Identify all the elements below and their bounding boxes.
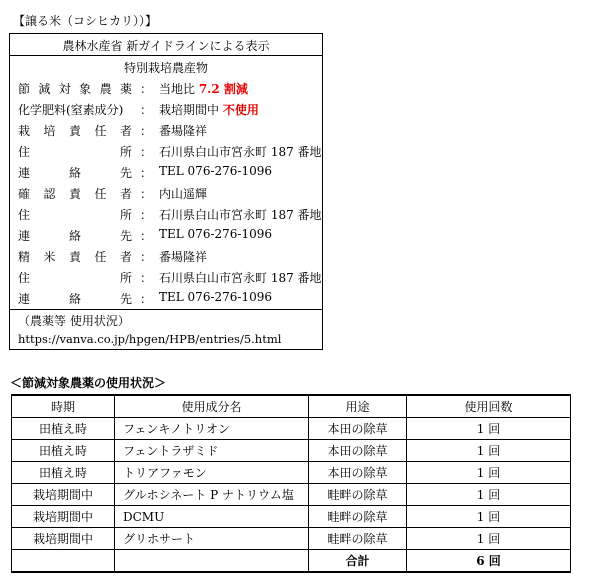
info-row — [10, 164, 322, 184]
info-label-char: 責 — [68, 124, 81, 138]
table-row — [12, 418, 571, 440]
info-row — [10, 248, 322, 268]
info-colon: ： — [140, 250, 153, 264]
info-colon: ： — [140, 166, 153, 180]
info-row — [10, 206, 322, 226]
table-cell: フェンキノトリオン — [115, 418, 309, 440]
info-value-text: 番場隆祥 — [159, 250, 208, 264]
info-label-char: 絡 — [68, 229, 81, 243]
info-label — [18, 164, 132, 181]
table-cell: 1 回 — [407, 440, 571, 462]
table-body — [12, 418, 571, 573]
info-value — [159, 185, 207, 202]
info-label-char: 象 — [79, 82, 92, 96]
info-label-char: 所 — [119, 271, 132, 285]
table-cell: トリアファモン — [115, 462, 309, 484]
table-cell: グリホサート — [115, 528, 309, 550]
info-row — [10, 122, 322, 142]
info-value — [159, 269, 322, 286]
info-colon: ： — [140, 187, 153, 201]
info-colon: ： — [140, 229, 153, 243]
info-value-text: 栽培期間中 — [159, 103, 223, 117]
info-label-char: 住 — [18, 271, 31, 285]
table-cell: 1 回 — [407, 462, 571, 484]
info-label-char: 先 — [119, 229, 132, 243]
info-value-text: 石川県白山市宮永町 187 番地 — [159, 145, 322, 159]
info-label — [18, 269, 132, 286]
info-value — [159, 143, 322, 160]
info-value-highlight: 不使用 — [222, 103, 259, 117]
header-count: 使用回数 — [407, 395, 571, 418]
info-colon: ： — [140, 208, 153, 222]
info-label — [18, 185, 132, 202]
section-title: ＜節減対象農薬の使用状況＞ — [10, 376, 167, 390]
footer-label: （農薬等 使用状況） — [18, 314, 130, 328]
info-label — [18, 248, 132, 265]
total-label: 合計 — [309, 550, 407, 573]
info-colon: ： — [140, 103, 153, 117]
table-cell: フェントラザミド — [115, 440, 309, 462]
total-value: 6 回 — [407, 550, 571, 573]
info-value — [159, 248, 207, 265]
table-row — [12, 462, 571, 484]
table-cell: 畦畔の除草 — [309, 506, 407, 528]
info-value — [159, 206, 322, 223]
info-label-char: 所 — [119, 145, 132, 159]
info-label — [18, 227, 132, 244]
info-row — [10, 227, 322, 247]
info-label-char: 先 — [119, 166, 132, 180]
info-row — [10, 185, 322, 205]
info-value-text: 当地比 — [159, 82, 199, 96]
table-cell: 栽培期間中 — [12, 484, 115, 506]
info-value — [159, 101, 259, 118]
info-label-char: 農 — [99, 82, 112, 96]
box-title: 農林水産省 新ガイドラインによる表示 — [62, 39, 270, 53]
header-period: 時期 — [12, 395, 115, 418]
table-cell: 畦畔の除草 — [309, 484, 407, 506]
info-label-char: 者 — [119, 250, 132, 264]
box-subtitle: 特別栽培農産物 — [123, 61, 208, 75]
info-value-text: 内山遥輝 — [159, 187, 208, 201]
table-cell: 田植え時 — [12, 418, 115, 440]
info-row — [10, 290, 322, 310]
info-label — [18, 206, 132, 223]
info-label-char: 栽 — [18, 124, 31, 138]
info-label-char: 連 — [18, 166, 31, 180]
info-label-char: 先 — [119, 292, 132, 306]
header-ingredient: 使用成分名 — [115, 395, 309, 418]
info-value-text: 石川県白山市宮永町 187 番地 — [159, 271, 322, 285]
table-header-row — [12, 395, 571, 418]
info-label-char: 住 — [18, 208, 31, 222]
info-value-highlight: 7.2 割減 — [198, 82, 248, 96]
info-label-char: 培 — [43, 124, 56, 138]
info-label-char: 連 — [18, 292, 31, 306]
table-cell: 田植え時 — [12, 462, 115, 484]
info-label-char: 任 — [94, 187, 107, 201]
info-label-char: 化学肥料(窒素成分) — [18, 103, 124, 117]
info-label-char: 責 — [68, 187, 81, 201]
info-row — [10, 101, 322, 121]
info-label — [18, 122, 132, 139]
info-label-char: 対 — [58, 82, 71, 96]
info-label-char: 米 — [43, 250, 56, 264]
header-purpose: 用途 — [309, 395, 407, 418]
table-cell: 1 回 — [407, 484, 571, 506]
info-label-char: 連 — [18, 229, 31, 243]
info-label-char: 確 — [18, 187, 31, 201]
usage-table — [11, 394, 571, 573]
info-value — [159, 122, 207, 139]
info-value — [159, 290, 272, 304]
footer-url[interactable]: https://vanva.co.jp/hpgen/HPB/entries/5.html — [18, 332, 282, 346]
table-cell: 栽培期間中 — [12, 506, 115, 528]
info-label — [18, 101, 132, 118]
table-cell: 1 回 — [407, 528, 571, 550]
table-row — [12, 440, 571, 462]
table-cell: 本田の除草 — [309, 440, 407, 462]
info-value-text: TEL 076-276-1096 — [159, 227, 273, 241]
info-value — [159, 80, 248, 97]
info-label-char: 節 — [18, 82, 31, 96]
table-cell: 1 回 — [407, 418, 571, 440]
info-row — [10, 143, 322, 163]
info-label-char: 任 — [94, 250, 107, 264]
table-cell: 本田の除草 — [309, 418, 407, 440]
info-colon: ： — [140, 145, 153, 159]
info-value-text: TEL 076-276-1096 — [159, 164, 273, 178]
table-cell: 畦畔の除草 — [309, 528, 407, 550]
info-label-char: 所 — [119, 208, 132, 222]
info-label-char: 任 — [94, 124, 107, 138]
table-row — [12, 506, 571, 528]
info-label-char: 住 — [18, 145, 31, 159]
info-label-char: 精 — [18, 250, 31, 264]
info-colon: ： — [140, 124, 153, 138]
table-cell: 栽培期間中 — [12, 528, 115, 550]
info-row — [10, 80, 322, 100]
info-label-char: 認 — [43, 187, 56, 201]
info-value — [159, 164, 272, 178]
table-cell — [115, 550, 309, 573]
info-value-text: 石川県白山市宮永町 187 番地 — [159, 208, 322, 222]
info-colon: ： — [140, 82, 153, 96]
table-cell: グルホシネート P ナトリウム塩 — [115, 484, 309, 506]
info-row — [10, 269, 322, 289]
label-box — [9, 33, 323, 350]
info-label-char: 薬 — [119, 82, 132, 96]
info-label — [18, 290, 132, 307]
table-total-row — [12, 550, 571, 573]
table-cell: 本田の除草 — [309, 462, 407, 484]
table-row — [12, 484, 571, 506]
info-label-char: 者 — [119, 124, 132, 138]
info-value — [159, 227, 272, 241]
page-heading: 【譲る米（コシヒカリ））】 — [13, 14, 158, 28]
info-value-text: TEL 076-276-1096 — [159, 290, 273, 304]
table-cell: 田植え時 — [12, 440, 115, 462]
table-row — [12, 528, 571, 550]
table-cell — [12, 550, 115, 573]
info-colon: ： — [140, 271, 153, 285]
info-label — [18, 143, 132, 160]
info-colon: ： — [140, 292, 153, 306]
info-label-char: 責 — [68, 250, 81, 264]
info-label — [18, 80, 132, 97]
info-label-char: 絡 — [68, 166, 81, 180]
table-cell: 1 回 — [407, 506, 571, 528]
info-value-text: 番場隆祥 — [159, 124, 208, 138]
table-cell: DCMU — [115, 506, 309, 528]
info-label-char: 絡 — [68, 292, 81, 306]
info-label-char: 者 — [119, 187, 132, 201]
info-label-char: 減 — [38, 82, 51, 96]
